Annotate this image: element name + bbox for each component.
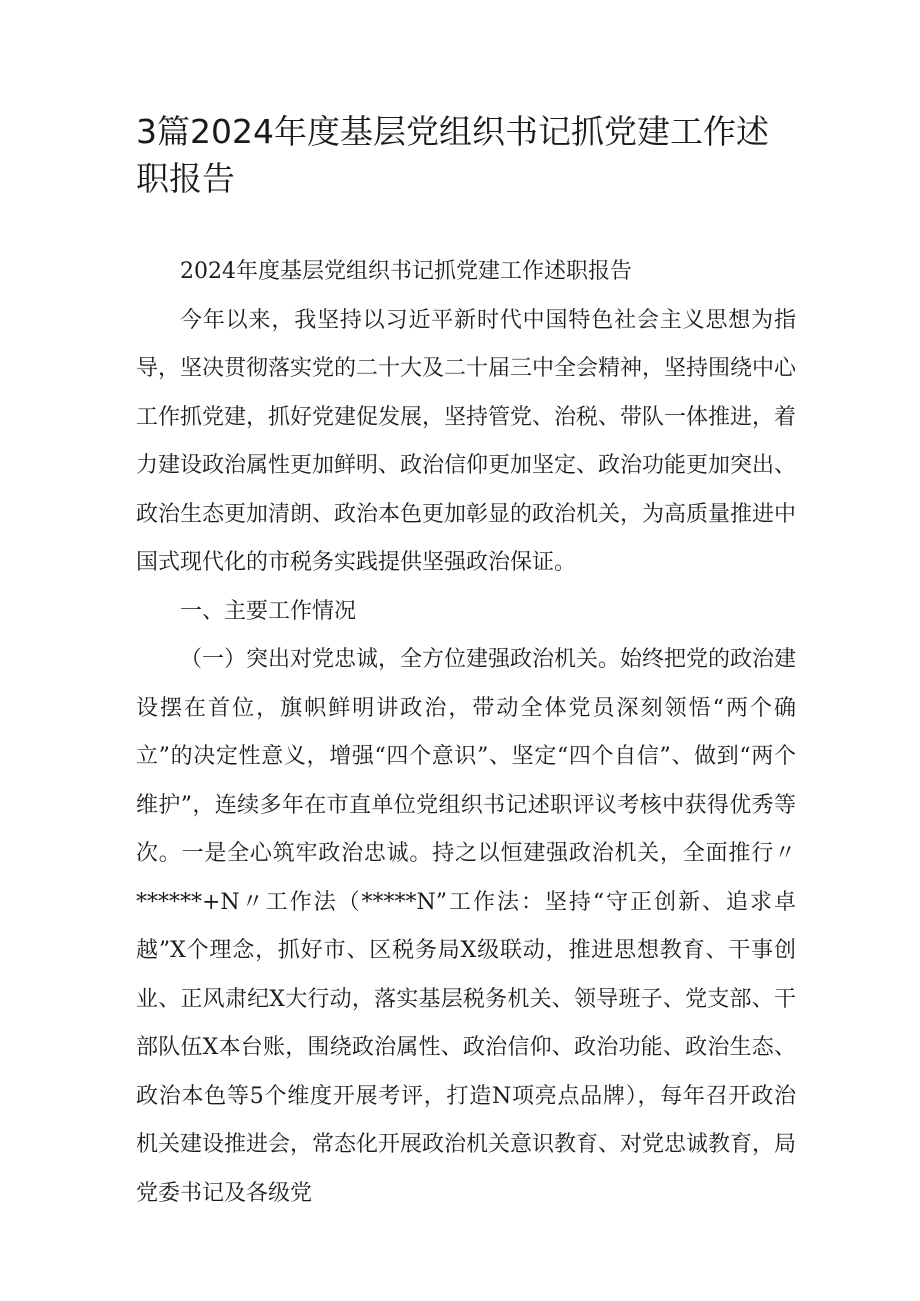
- report-title: 2024年度基层党组织书记抓党建工作述职报告: [180, 259, 632, 284]
- intro-paragraph: 今年以来，我坚持以习近平新时代中国特色社会主义思想为指导，坚决贯彻落实党的二十大及二十届三中全会精神，坚持围绕中心工作抓党建，抓好党建促发展，坚持管党、治税、带队一体推进，着力建设政治属性更加鲜明、政治信仰更加坚定、政治功能更加突出、政治生态更加清朗、政治本色更加彰显的政治机关，为高质量推进中国式现代化的市税务实践提供坚强政治保证。: [136, 307, 797, 575]
- document-body: [136, 248, 796, 1218]
- document-title: 3篇2024年度基层党组织书记抓党建工作述职报告: [136, 112, 769, 198]
- section-heading: 一、主要工作情况: [180, 598, 357, 624]
- section-paragraph: （一）突出对党忠诚，全方位建强政治机关。始终把党的政治建设摆在首位，旗帜鲜明讲政治，带动全体党员深刻领悟“两个确立”的决定性意义，增强“四个意识”、坚定“四个自信”、做到“两个维护”，连续多年在市直单位党组织书记述职评议考核中获得优秀等次。一是全心筑牢政治忠诚。持之以恒建强政治机关，全面推行〃******+N〃工作法（*****N”工作法：坚持“守正创新、追求卓越”X个理念，抓好市、区税务局X级联动，推进思想教育、干事创业、正风肃纪X大行动，落实基层税务机关、领导班子、党支部、干部队伍X本台账，围绕政治属性、政治信仰、政治功能、政治生态、政治本色等5个维度开展考评，打造N项亮点品牌），每年召开政治机关建设推进会，常态化开展政治机关意识教育、对党忠诚教育，局党委书记及各级党: [136, 647, 797, 1206]
